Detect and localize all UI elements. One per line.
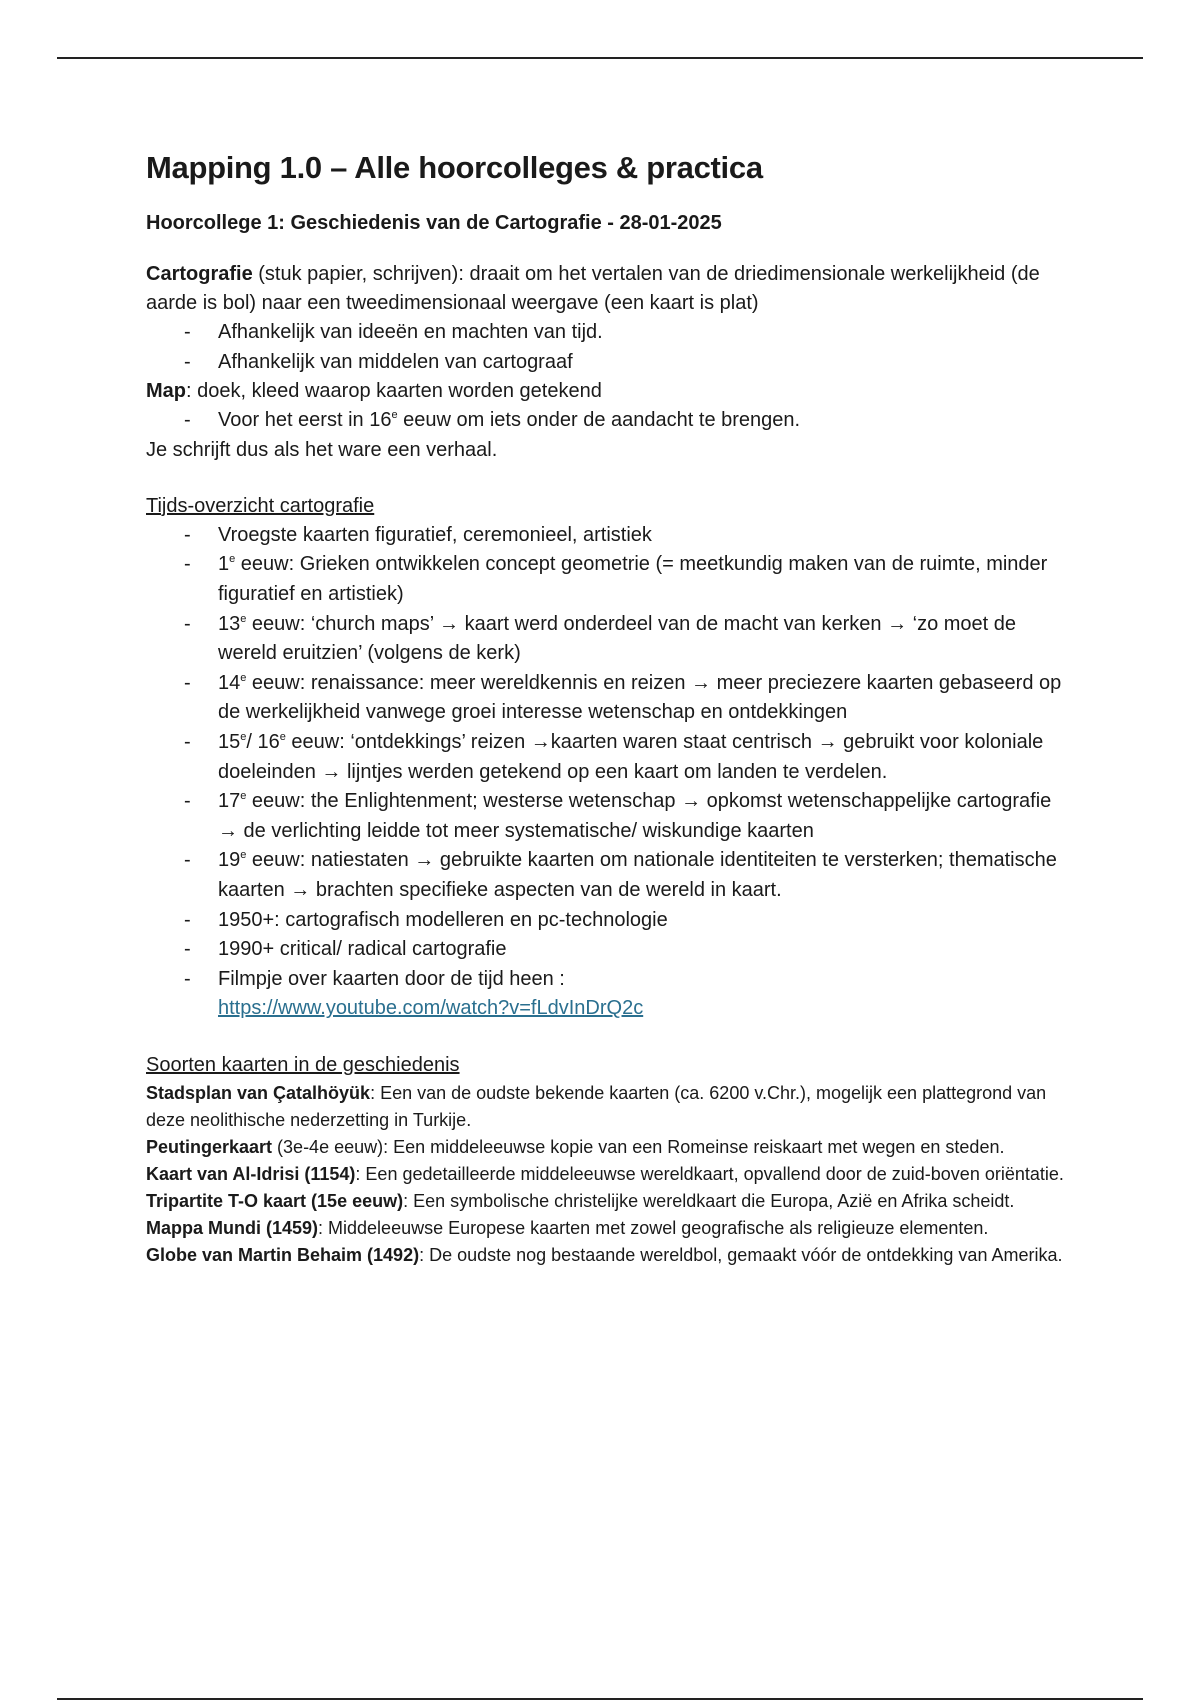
map-type-term: Globe van Martin Behaim (1492) bbox=[146, 1244, 420, 1265]
superscript: e bbox=[240, 730, 247, 743]
timeline-text: eeuw: Grieken ontwikkelen concept geometrie (= meetkundig maken van de ruimte, minder figuratief en artistiek) bbox=[218, 553, 1048, 605]
superscript: e bbox=[240, 671, 247, 684]
map-type-entry bbox=[146, 1134, 1066, 1161]
timeline-text: eeuw: renaissance: meer wereldkennis en reizen → meer preciezere kaarten gebaseerd op de werkelijkheid vanwege groei interesse wetenschap en ontdekkingen bbox=[218, 671, 1062, 724]
map-type-text: : Een van de oudste bekende kaarten (ca. 6200 v.Chr.), mogelijk een plattegrond van deze neolithische nederzetting in Turkije. bbox=[146, 1082, 1047, 1130]
superscript: e bbox=[240, 612, 247, 625]
timeline-text: 1950+: cartografisch modelleren en pc-technologie bbox=[218, 908, 668, 931]
document-body bbox=[146, 148, 1066, 1269]
list-item bbox=[218, 610, 1066, 669]
map-definition bbox=[146, 377, 1066, 406]
century-number: / 16 bbox=[246, 730, 280, 753]
century-number: 1 bbox=[218, 553, 230, 576]
timeline-heading: Tijds-overzicht cartografie bbox=[146, 494, 375, 517]
map-type-entry bbox=[146, 1188, 1066, 1215]
document-title: Mapping 1.0 – Alle hoorcolleges & practica bbox=[146, 150, 763, 185]
timeline-text: eeuw: the Enlightenment; westerse wetenschap → opkomst wetenschappelijke cartografie → de verlichting leidde tot meer systematische/ wiskundige kaarten bbox=[218, 790, 1052, 842]
map-term: Map bbox=[146, 380, 186, 403]
timeline-text: Vroegste kaarten figuratief, ceremonieel, artistiek bbox=[218, 523, 652, 546]
map-type-entry bbox=[146, 1215, 1066, 1242]
map-type-text: : Middeleeuwse Europese kaarten met zowel geografische als religieuze elementen. bbox=[318, 1217, 989, 1238]
map-types-list bbox=[146, 1080, 1066, 1269]
map-text: : doek, kleed waarop kaarten worden getekend bbox=[186, 380, 602, 403]
map-type-entry bbox=[146, 1161, 1066, 1188]
list-item bbox=[218, 935, 1066, 965]
superscript: e bbox=[279, 730, 286, 743]
century-number: 14 bbox=[218, 671, 241, 694]
header-rule bbox=[57, 57, 1143, 59]
list-item bbox=[218, 550, 1066, 609]
map-type-term: Peutingerkaart bbox=[146, 1136, 273, 1157]
intro-closing: Je schrijft dus als het ware een verhaal. bbox=[146, 438, 498, 461]
map-type-term: Kaart van Al-Idrisi (1154) bbox=[146, 1163, 356, 1184]
map-type-entry bbox=[146, 1242, 1066, 1269]
timeline-text: eeuw: ‘ontdekkings’ reizen →kaarten waren staat centrisch → gebruikt voor koloniale doeleinden → lijntjes werden getekend op een kaart om landen te verdelen. bbox=[218, 730, 1044, 783]
list-item bbox=[218, 406, 1066, 436]
map-type-term: Tripartite T-O kaart (15e eeuw) bbox=[146, 1190, 404, 1211]
century-number: 19 bbox=[218, 849, 241, 872]
superscript: e bbox=[391, 409, 398, 422]
timeline-list bbox=[146, 521, 1066, 1024]
map-type-text: (3e-4e eeuw): Een middeleeuwse kopie van een Romeinse reiskaart met wegen en steden. bbox=[272, 1136, 1005, 1157]
list-item: - Afhankelijk van ideeën en machten van tijd. bbox=[218, 318, 1066, 348]
map-point-before: Voor het eerst in 16 bbox=[218, 409, 392, 432]
map-points bbox=[146, 406, 1066, 436]
list-item bbox=[218, 787, 1066, 846]
list-item bbox=[218, 906, 1066, 936]
list-item: - Afhankelijk van middelen van cartograaf bbox=[218, 348, 1066, 378]
century-number: 15 bbox=[218, 730, 241, 753]
superscript: e bbox=[240, 790, 247, 803]
map-type-text: : Een symbolische christelijke wereldkaart die Europa, Azië en Afrika scheidt. bbox=[403, 1190, 1015, 1211]
map-type-entry bbox=[146, 1080, 1066, 1134]
century-number: 13 bbox=[218, 612, 241, 635]
timeline-text: eeuw: natiestaten → gebruikte kaarten om nationale identiteiten te versterken; thematische kaarten → brachten specifieke aspecten van de wereld in kaart. bbox=[218, 849, 1057, 901]
list-item bbox=[218, 728, 1066, 787]
lecture-heading: Hoorcollege 1: Geschiedenis van de Cartografie - 28-01-2025 bbox=[146, 212, 722, 234]
superscript: e bbox=[240, 849, 247, 862]
cartografie-definition bbox=[146, 260, 1066, 318]
timeline-text: 1990+ critical/ radical cartografie bbox=[218, 938, 507, 961]
list-item bbox=[218, 965, 1066, 1024]
map-type-term: Stadsplan van Çatalhöyük bbox=[146, 1082, 371, 1103]
film-label: Filmpje over kaarten door de tijd heen : bbox=[218, 967, 565, 990]
map-type-text: : De oudste nog bestaande wereldbol, gemaakt vóór de ontdekking van Amerika. bbox=[419, 1244, 1063, 1265]
cartografie-points bbox=[146, 318, 1066, 377]
youtube-link[interactable]: https://www.youtube.com/watch?v=fLdvInDrQ2c bbox=[218, 997, 644, 1020]
century-number: 17 bbox=[218, 790, 241, 813]
map-types-heading: Soorten kaarten in de geschiedenis bbox=[146, 1053, 460, 1076]
map-point-after: eeuw om iets onder de aandacht te brengen. bbox=[397, 409, 801, 432]
superscript: e bbox=[229, 553, 236, 566]
timeline-text: eeuw: ‘church maps’ → kaart werd onderdeel van de macht van kerken → ‘zo moet de wereld eruitzien’ (volgens de kerk) bbox=[218, 612, 1017, 665]
cartografie-text: (stuk papier, schrijven): draait om het vertalen van de driedimensionale werkelijkheid (de aarde is bol) naar een tweedimensionaal weergave (een kaart is plat) bbox=[146, 263, 1040, 314]
map-type-text: : Een gedetailleerde middeleeuwse wereldkaart, opvallend door de zuid-boven oriëntatie. bbox=[355, 1163, 1064, 1184]
map-type-term: Mappa Mundi (1459) bbox=[146, 1217, 319, 1238]
list-item bbox=[218, 846, 1066, 905]
list-item bbox=[218, 669, 1066, 728]
cartografie-term: Cartografie bbox=[146, 263, 253, 285]
list-item bbox=[218, 521, 1066, 551]
